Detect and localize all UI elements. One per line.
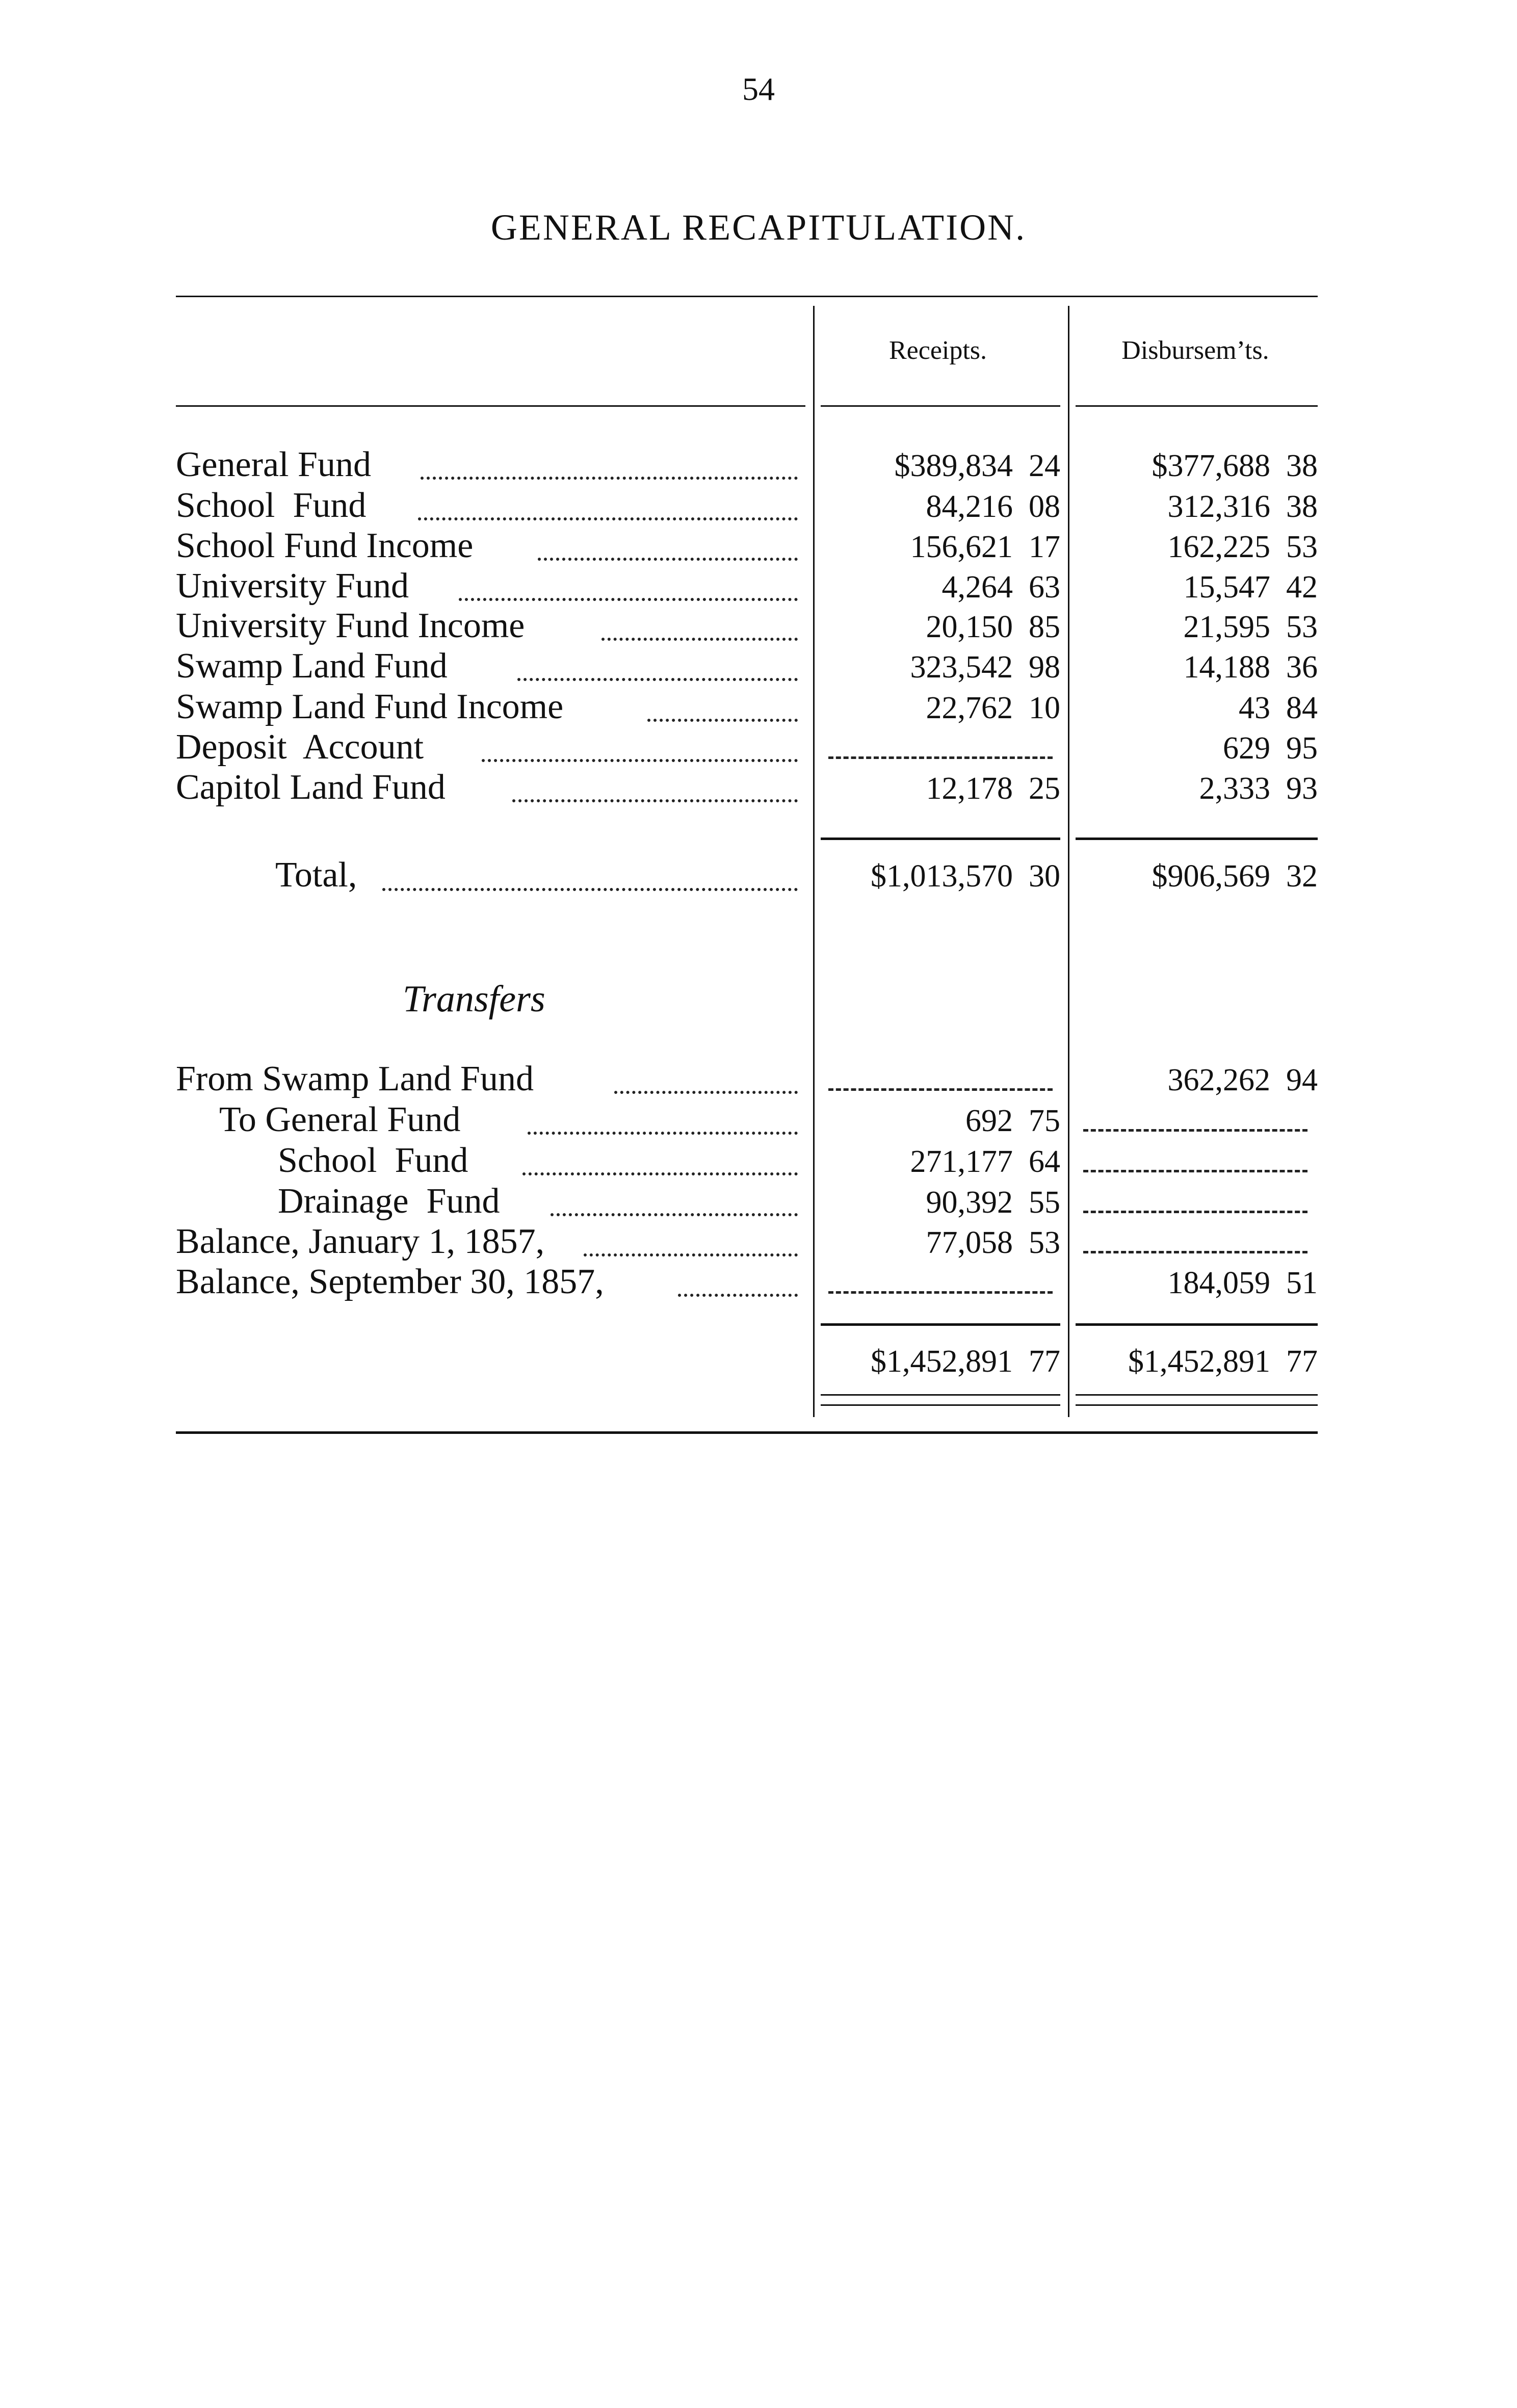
transfer-row-receipts-cents: 75 [1029, 1104, 1060, 1138]
fund-row-disbursements-cents: 36 [1286, 650, 1318, 685]
fund-row-label: University Fund Income [176, 606, 525, 645]
fund-row-receipts [816, 491, 1060, 522]
fund-row-disbursements-dollars: 21,595 [1183, 610, 1270, 644]
total-disbursements-cents: 32 [1286, 859, 1318, 894]
transfer-row-receipts-dollars: 90,392 [926, 1185, 1013, 1220]
transfer-row-leader [522, 1169, 798, 1175]
fund-row-label: School Fund Income [176, 526, 474, 565]
transfer-row-receipts-blank [828, 1289, 1053, 1294]
transfer-row-receipts-dollars: 77,058 [926, 1225, 1013, 1260]
fund-row-label: General Fund [176, 445, 371, 484]
fund-row-disbursements [1076, 611, 1318, 643]
transfer-row-label: Drainage Fund [278, 1182, 500, 1221]
top-rule [176, 296, 1318, 297]
fund-row-receipts-dollars: 84,216 [926, 489, 1013, 524]
transfer-row-leader [678, 1291, 798, 1297]
fund-row-receipts [816, 450, 1060, 482]
transfer-row-label: To General Fund [219, 1100, 461, 1139]
grand-total-disbursements [1076, 1346, 1318, 1377]
transfer-row-disbursements-cents: 94 [1286, 1063, 1318, 1097]
transfer-row-label: Balance, September 30, 1857, [176, 1262, 604, 1301]
grand-total-rule-disbursements [1076, 1323, 1318, 1326]
page-number: 54 [742, 71, 775, 107]
fund-row-disbursements-cents: 42 [1286, 570, 1318, 605]
grand-total-disbursements-dollars: $1,452,891 [1128, 1344, 1270, 1379]
fund-row-disbursements-cents: 93 [1286, 771, 1318, 806]
grand-total-receipts-dollars: $1,452,891 [871, 1344, 1013, 1379]
fund-row-receipts-cents: 10 [1029, 691, 1060, 725]
fund-row-receipts-dollars: 20,150 [926, 610, 1013, 644]
transfer-row-receipts-dollars: 271,177 [910, 1144, 1013, 1179]
fund-row-disbursements-cents: 84 [1286, 691, 1318, 725]
transfer-row-disbursements-dollars: 362,262 [1167, 1063, 1270, 1097]
column-divider-left [813, 306, 815, 1417]
transfer-row-receipts [816, 1227, 1060, 1259]
transfer-row-receipts [816, 1187, 1060, 1218]
fund-row-disbursements [1076, 732, 1318, 764]
fund-row-receipts-dollars: 4,264 [941, 570, 1013, 605]
fund-row-disbursements-dollars: 162,225 [1167, 530, 1270, 564]
fund-row-receipts-cents: 08 [1029, 489, 1060, 524]
column-divider-right [1068, 306, 1069, 1417]
transfer-row-receipts-dollars: 692 [965, 1104, 1013, 1138]
transfer-row-label: Balance, January 1, 1857, [176, 1222, 545, 1261]
transfer-row-disbursements [1076, 1064, 1318, 1096]
fund-row-receipts-dollars: 12,178 [926, 771, 1013, 806]
transfer-row-disbursements-blank [1083, 1248, 1307, 1253]
fund-row-receipts-dollars: 323,542 [910, 650, 1013, 685]
fund-row-label: Swamp Land Fund [176, 646, 448, 686]
fund-row-leader [647, 716, 798, 722]
transfer-row-disbursements-blank [1083, 1167, 1307, 1172]
fund-row-receipts-cents: 63 [1029, 570, 1060, 605]
fund-row-disbursements [1076, 692, 1318, 724]
transfer-row-disbursements-blank [1083, 1127, 1307, 1132]
fund-row-receipts-cents: 17 [1029, 530, 1060, 564]
fund-row-receipts-dollars: $389,834 [894, 449, 1013, 483]
fund-row-disbursements-dollars: $377,688 [1152, 449, 1270, 483]
fund-row-disbursements-cents: 38 [1286, 489, 1318, 524]
total-receipts-cents: 30 [1029, 859, 1060, 894]
grand-total-rule-receipts [821, 1323, 1060, 1326]
disbursements-header: Disbursem’ts. [1121, 336, 1269, 365]
fund-row-leader [421, 474, 798, 480]
fund-row-receipts-cents: 24 [1029, 449, 1060, 483]
transfer-row-disbursements-cents: 51 [1286, 1266, 1318, 1300]
fund-row-disbursements [1076, 450, 1318, 482]
grand-total-receipts [816, 1346, 1060, 1377]
total-leader [382, 885, 798, 891]
transfers-heading: Transfers [403, 978, 545, 1020]
fund-row-label: Deposit Account [176, 727, 424, 767]
page-title: GENERAL RECAPITULATION. [490, 207, 1027, 248]
transfer-row-receipts [816, 1105, 1060, 1137]
transfer-row-disbursements [1076, 1267, 1318, 1299]
grand-total-double-rule-receipts-2 [821, 1404, 1060, 1406]
grand-total-double-rule-disbursements-1 [1076, 1394, 1318, 1396]
fund-row-disbursements [1076, 773, 1318, 804]
fund-row-receipts [816, 611, 1060, 643]
total-receipts [816, 860, 1060, 892]
transfer-row-receipts-cents: 64 [1029, 1144, 1060, 1179]
transfer-row-receipts [816, 1146, 1060, 1177]
fund-row-disbursements [1076, 651, 1318, 683]
fund-row-receipts [816, 531, 1060, 563]
fund-row-disbursements-dollars: 15,547 [1183, 570, 1270, 605]
fund-row-receipts-dollars: 22,762 [926, 691, 1013, 725]
total-disbursements [1076, 860, 1318, 892]
transfer-row-leader [584, 1250, 798, 1257]
grand-total-double-rule-receipts-1 [821, 1394, 1060, 1396]
fund-row-receipts [816, 651, 1060, 683]
fund-row-leader [418, 514, 798, 520]
fund-row-receipts-dollars: 156,621 [910, 530, 1013, 564]
fund-row-leader [517, 675, 798, 681]
transfer-row-receipts-blank [828, 1086, 1053, 1091]
fund-row-label: School Fund [176, 486, 367, 525]
transfer-row-disbursements-blank [1083, 1208, 1307, 1213]
fund-row-receipts-blank [828, 754, 1053, 759]
bottom-rule [176, 1431, 1318, 1434]
header-rule-label [176, 405, 805, 407]
transfer-row-label: School Fund [278, 1141, 468, 1180]
grand-total-double-rule-disbursements-2 [1076, 1404, 1318, 1406]
fund-row-leader [512, 796, 798, 802]
fund-row-label: Swamp Land Fund Income [176, 687, 564, 726]
fund-row-disbursements-dollars: 43 [1239, 691, 1270, 725]
transfer-row-receipts-cents: 53 [1029, 1225, 1060, 1260]
transfer-row-leader [614, 1088, 798, 1094]
fund-row-receipts-cents: 85 [1029, 610, 1060, 644]
fund-row-receipts-cents: 25 [1029, 771, 1060, 806]
transfer-row-leader [551, 1210, 798, 1216]
fund-row-disbursements [1076, 491, 1318, 522]
fund-row-disbursements-dollars: 629 [1223, 731, 1270, 766]
fund-row-receipts [816, 773, 1060, 804]
fund-row-receipts [816, 692, 1060, 724]
fund-row-disbursements-cents: 38 [1286, 449, 1318, 483]
fund-row-disbursements-cents: 95 [1286, 731, 1318, 766]
header-rule-disbursements [1076, 405, 1318, 407]
fund-row-disbursements-cents: 53 [1286, 530, 1318, 564]
fund-row-disbursements [1076, 531, 1318, 563]
fund-row-disbursements-cents: 53 [1286, 610, 1318, 644]
transfer-row-label: From Swamp Land Fund [176, 1059, 534, 1098]
transfer-row-leader [528, 1129, 798, 1135]
fund-row-leader [459, 595, 798, 601]
fund-row-leader [601, 635, 798, 641]
total-rule-disbursements [1076, 837, 1318, 840]
grand-total-disbursements-cents: 77 [1286, 1344, 1318, 1379]
fund-row-disbursements [1076, 571, 1318, 603]
transfer-row-receipts-cents: 55 [1029, 1185, 1060, 1220]
transfer-row-disbursements-dollars: 184,059 [1167, 1266, 1270, 1300]
fund-row-label: Capitol Land Fund [176, 768, 446, 807]
total-receipts-dollars: $1,013,570 [871, 859, 1013, 894]
fund-row-disbursements-dollars: 312,316 [1167, 489, 1270, 524]
grand-total-receipts-cents: 77 [1029, 1344, 1060, 1379]
total-rule-receipts [821, 837, 1060, 840]
total-disbursements-dollars: $906,569 [1152, 859, 1270, 894]
total-label: Total, [275, 855, 357, 895]
fund-row-receipts-cents: 98 [1029, 650, 1060, 685]
header-rule-receipts [821, 405, 1060, 407]
fund-row-disbursements-dollars: 14,188 [1183, 650, 1270, 685]
fund-row-leader [538, 555, 798, 561]
fund-row-leader [482, 756, 798, 762]
receipts-header: Receipts. [888, 336, 987, 365]
fund-row-disbursements-dollars: 2,333 [1199, 771, 1270, 806]
fund-row-label: University Fund [176, 566, 409, 606]
fund-row-receipts [816, 571, 1060, 603]
